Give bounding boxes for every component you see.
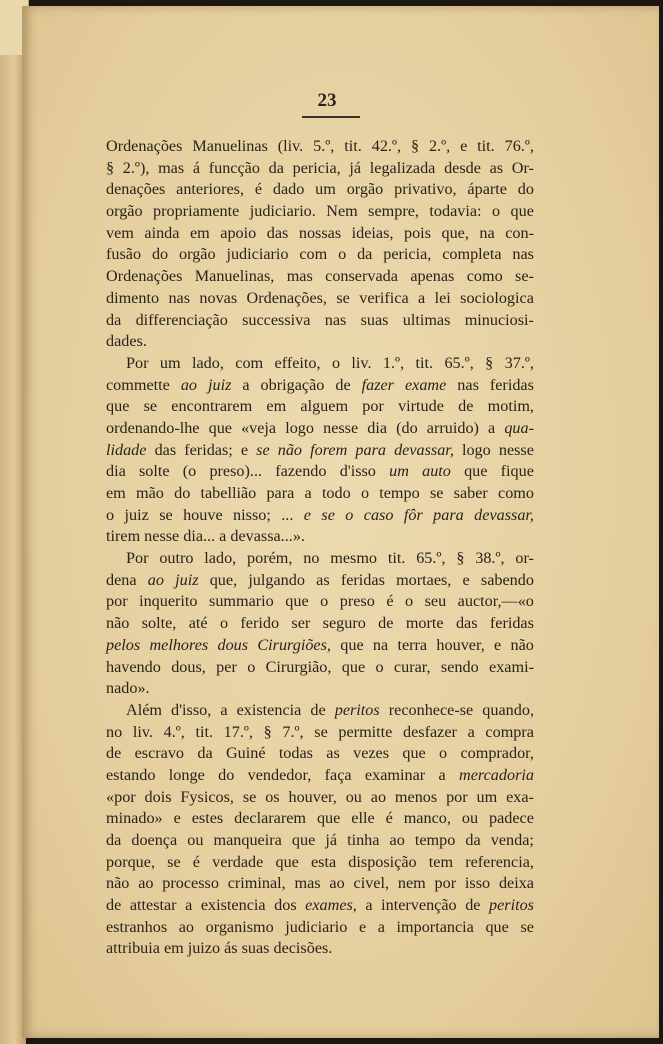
- text-line: estranhos ao organismo judiciario e a importancia que se: [106, 917, 534, 936]
- text-line: attribuia em juizo ás suas decisões.: [106, 939, 333, 958]
- header-rule: [302, 116, 360, 118]
- text-line: de attestar a existencia dos exames, a intervenção de peritos: [106, 896, 534, 915]
- text-line: de escravo da Guiné todas as vezes que o comprador,: [106, 744, 534, 763]
- text-line: «por dois Fysicos, se os houver, ou ao menos por um exa-: [106, 787, 534, 806]
- page-number: 23: [317, 90, 337, 111]
- text-line: § 2.º), mas á funcção da pericia, já legalizada desde as Or-: [106, 158, 534, 177]
- text-line: Além d'isso, a existencia de peritos reconhece-se quando,: [126, 700, 534, 719]
- text-line: não solte, até o ferido ser seguro de morte das feridas: [106, 614, 534, 633]
- text-line: o juiz se houve nisso; ... e se o caso fôr para devassar,: [106, 505, 534, 524]
- text-line: Ordenações Manuelinas, mas conservada apenas como se-: [106, 267, 534, 286]
- text-line: commette ao juiz a obrigação de fazer exame nas feridas: [106, 375, 534, 394]
- text-line: porque, se é verdade que esta disposição tem referencia,: [106, 852, 534, 871]
- text-line: da doença ou manqueira que já tinha ao tempo da venda;: [106, 831, 534, 849]
- text-line: da differenciação successiva nas suas ultimas minuciosi-: [106, 310, 534, 329]
- text-line: havendo dous, per o Cirurgião, que o curar, sendo exami-: [106, 657, 534, 676]
- text-line: ordenando-lhe que «veja logo nesse dia (do arruido) a qua-: [106, 418, 534, 437]
- text-line: nado».: [106, 679, 150, 698]
- text-line: dades.: [106, 332, 147, 351]
- text-line: minado» e estes declararem que elle é manco, ou padece: [106, 809, 534, 828]
- text-line: Ordenações Manuelinas (liv. 5.º, tit. 42.º, § 2.º, e tit. 76.º,: [106, 137, 534, 155]
- text-line: dimento nas novas Ordenações, se verifica a lei sociologica: [106, 288, 534, 307]
- text-line: vem ainda em apoio das nossas ideias, pois que, na con-: [106, 223, 534, 242]
- text-line: orgão propriamente judiciario. Nem sempre, todavia: o que: [106, 202, 534, 221]
- text-line: por inquerito summario que o preso é o seu auctor,—«o: [106, 592, 534, 611]
- text-line: não ao processo criminal, mas ao civel, nem por isso deixa: [106, 874, 534, 893]
- text-line: tirem nesse dia... a devassa...».: [106, 527, 305, 546]
- text-line: dena ao juiz que, julgando as feridas mortaes, e sabendo: [106, 570, 534, 589]
- text-line: fusão do orgão judiciario com o da pericia, completa nas: [106, 245, 534, 264]
- text-line: Por um lado, com effeito, o liv. 1.º, tit. 65.º, § 37.º,: [126, 353, 534, 372]
- text-line: no liv. 4.º, tit. 17.º, § 7.º, se permitte desfazer a compra: [106, 722, 534, 741]
- body-text: [106, 136, 534, 960]
- text-line: pelos melhores dous Cirurgiões, que na terra houver, e não: [106, 635, 534, 654]
- text-line: lidade das feridas; e se não forem para devassar, logo nesse: [106, 440, 534, 459]
- text-line: dia solte (o preso)... fazendo d'isso um auto que fique: [106, 462, 534, 481]
- text-line: estando longe do vendedor, faça examinar a mercadoria: [106, 765, 534, 784]
- text-line: denações anteriores, é dado um orgão privativo, áparte do: [106, 180, 534, 199]
- text-line: Por outro lado, porém, no mesmo tit. 65.º, § 38.º, or-: [126, 549, 534, 568]
- text-line: em mão do tabellião para a todo o tempo se saber como: [106, 484, 534, 502]
- text-line: que se encontrarem em alguem por virtude de motim,: [106, 397, 534, 416]
